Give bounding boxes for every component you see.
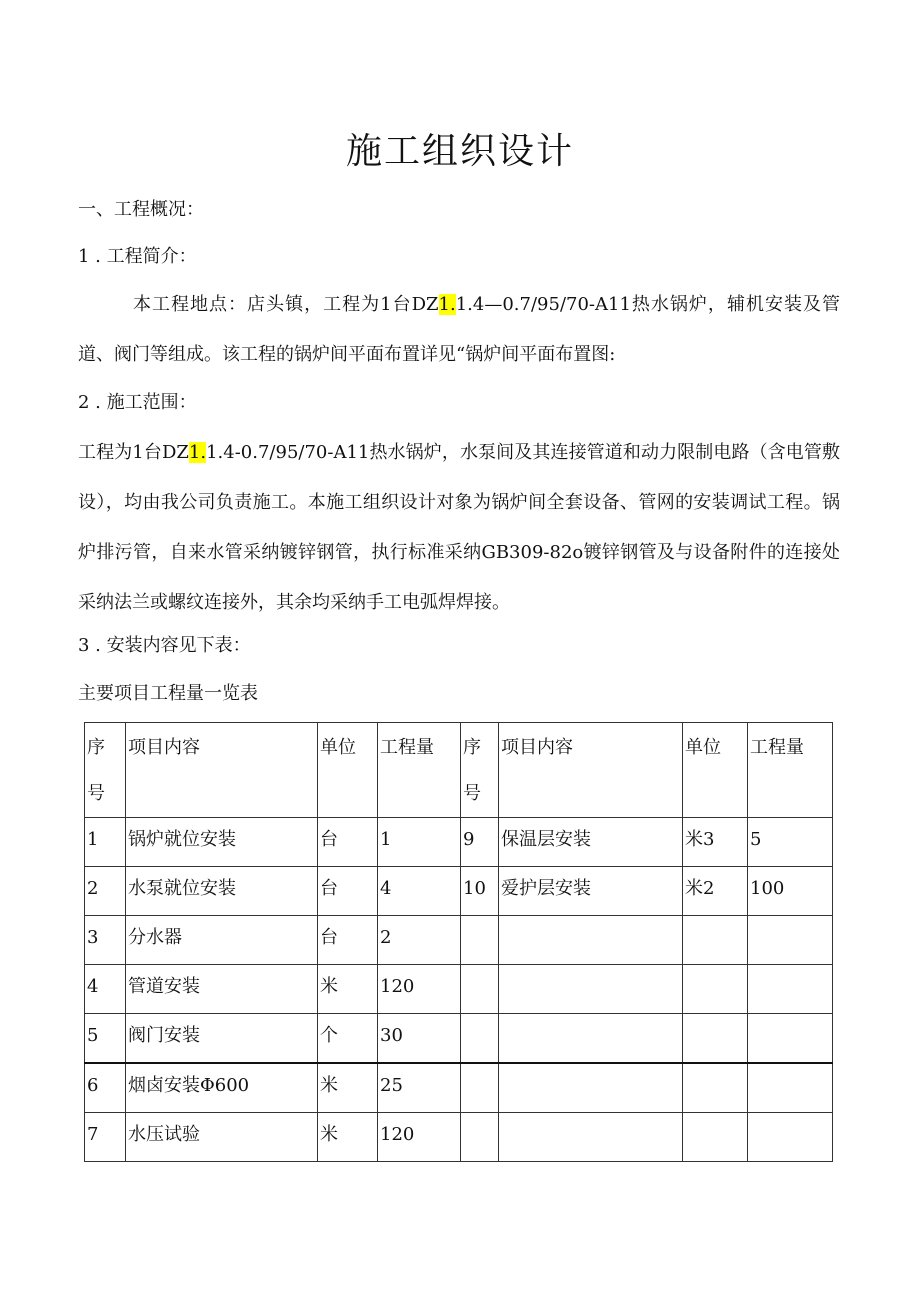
table-cell: 4 — [378, 867, 461, 916]
table-cell — [461, 1063, 499, 1113]
table-row — [85, 1113, 833, 1162]
table-cell: 台 — [318, 818, 378, 867]
table-cell: 5 — [748, 818, 833, 867]
table-header-row — [85, 723, 833, 818]
scope-text-post: 1.4-0.7/95/70-A11热水锅炉，水泵间及其连接管道和动力限制电路（含电管敷设），均由我公司负责施工。本施工组织设计对象为锅炉间全套设备、管网的安装调试工程。锅炉排污管，自来水管采纳镀锌钢管，执行标准采纳GB309-82o镀锌钢管及与设备附件的连接处采纳法兰或螺纹连接外，其余均采纳手工电弧焊焊接。 — [78, 442, 840, 613]
page-title: 施工组织设计 — [345, 131, 574, 172]
table-cell: 管道安装 — [126, 965, 318, 1014]
table-cell: 7 — [85, 1113, 126, 1162]
table-cell — [499, 965, 683, 1014]
table-caption: 主要项目工程量一览表 — [78, 683, 258, 704]
table-row — [85, 965, 833, 1014]
header-cell: 单位 — [683, 723, 748, 818]
table-cell: 25 — [378, 1063, 461, 1113]
table-cell: 10 — [461, 867, 499, 916]
table-cell: 分水器 — [126, 916, 318, 965]
table-row — [85, 1063, 833, 1113]
table-cell — [683, 965, 748, 1014]
table-cell — [499, 1063, 683, 1113]
table-cell — [748, 1014, 833, 1064]
table-cell — [499, 916, 683, 965]
table-cell — [461, 965, 499, 1014]
subsection-heading-scope: 2 . 施工范围： — [78, 392, 197, 413]
header-cell: 序号 — [85, 723, 126, 818]
table-cell: 爱护层安装 — [499, 867, 683, 916]
subsection-heading-content: 3 . 安装内容见下表： — [78, 635, 251, 656]
intro-text-pre: 本工程地点：店头镇，工程为1台DZ — [132, 294, 439, 315]
table-cell: 4 — [85, 965, 126, 1014]
table-cell: 2 — [378, 916, 461, 965]
intro-paragraph — [78, 280, 840, 380]
subsection-heading-intro: 1 . 工程简介： — [78, 246, 197, 267]
table-cell: 30 — [378, 1014, 461, 1064]
table-cell: 3 — [85, 916, 126, 965]
table-cell: 120 — [378, 965, 461, 1014]
table-cell: 5 — [85, 1014, 126, 1064]
table-cell — [461, 1113, 499, 1162]
quantity-table — [84, 722, 833, 1162]
table-cell — [499, 1014, 683, 1064]
table-cell: 米 — [318, 1113, 378, 1162]
header-cell: 工程量 — [748, 723, 833, 818]
table-cell — [461, 916, 499, 965]
table-row — [85, 818, 833, 867]
highlighted-text: 1. — [188, 442, 207, 463]
table-cell — [499, 1113, 683, 1162]
header-cell: 序号 — [461, 723, 499, 818]
header-cell: 项目内容 — [126, 723, 318, 818]
table-cell: 1 — [85, 818, 126, 867]
table-cell — [683, 1113, 748, 1162]
table-cell — [683, 1063, 748, 1113]
intro-text-post: 1.4—0.7/95/70-A11热水锅炉，辅机安装及管道、阀门等组成。该工程的锅炉间平面布置详见“锅炉间平面布置图: — [78, 294, 840, 365]
table-cell: 1 — [378, 818, 461, 867]
table-cell: 9 — [461, 818, 499, 867]
table-cell — [748, 1113, 833, 1162]
scope-paragraph — [78, 428, 840, 628]
table-cell: 保温层安装 — [499, 818, 683, 867]
table-cell: 100 — [748, 867, 833, 916]
table-cell: 阀门安装 — [126, 1014, 318, 1064]
table-row — [85, 1014, 833, 1064]
table-cell: 6 — [85, 1063, 126, 1113]
section-heading: 一、工程概况： — [78, 199, 204, 220]
table-cell — [683, 916, 748, 965]
table-cell: 120 — [378, 1113, 461, 1162]
table-cell — [748, 965, 833, 1014]
table-cell — [461, 1014, 499, 1064]
scope-text-pre: 工程为1台DZ — [78, 442, 189, 463]
table-cell: 烟卤安装Φ600 — [126, 1063, 318, 1113]
table-row — [85, 916, 833, 965]
table-cell: 水泵就位安装 — [126, 867, 318, 916]
table-cell — [748, 1063, 833, 1113]
table-cell: 台 — [318, 916, 378, 965]
table-cell: 米 — [318, 1063, 378, 1113]
header-cell: 单位 — [318, 723, 378, 818]
table-row — [85, 867, 833, 916]
header-cell: 工程量 — [378, 723, 461, 818]
table-cell: 2 — [85, 867, 126, 916]
table-cell: 个 — [318, 1014, 378, 1064]
table-cell: 锅炉就位安装 — [126, 818, 318, 867]
header-cell: 项目内容 — [499, 723, 683, 818]
table-cell: 米3 — [683, 818, 748, 867]
table-cell: 米2 — [683, 867, 748, 916]
highlighted-text: 1. — [438, 294, 456, 315]
table-cell: 水压试验 — [126, 1113, 318, 1162]
table-cell: 米 — [318, 965, 378, 1014]
table-cell: 台 — [318, 867, 378, 916]
table-cell — [683, 1014, 748, 1064]
table-cell — [748, 916, 833, 965]
